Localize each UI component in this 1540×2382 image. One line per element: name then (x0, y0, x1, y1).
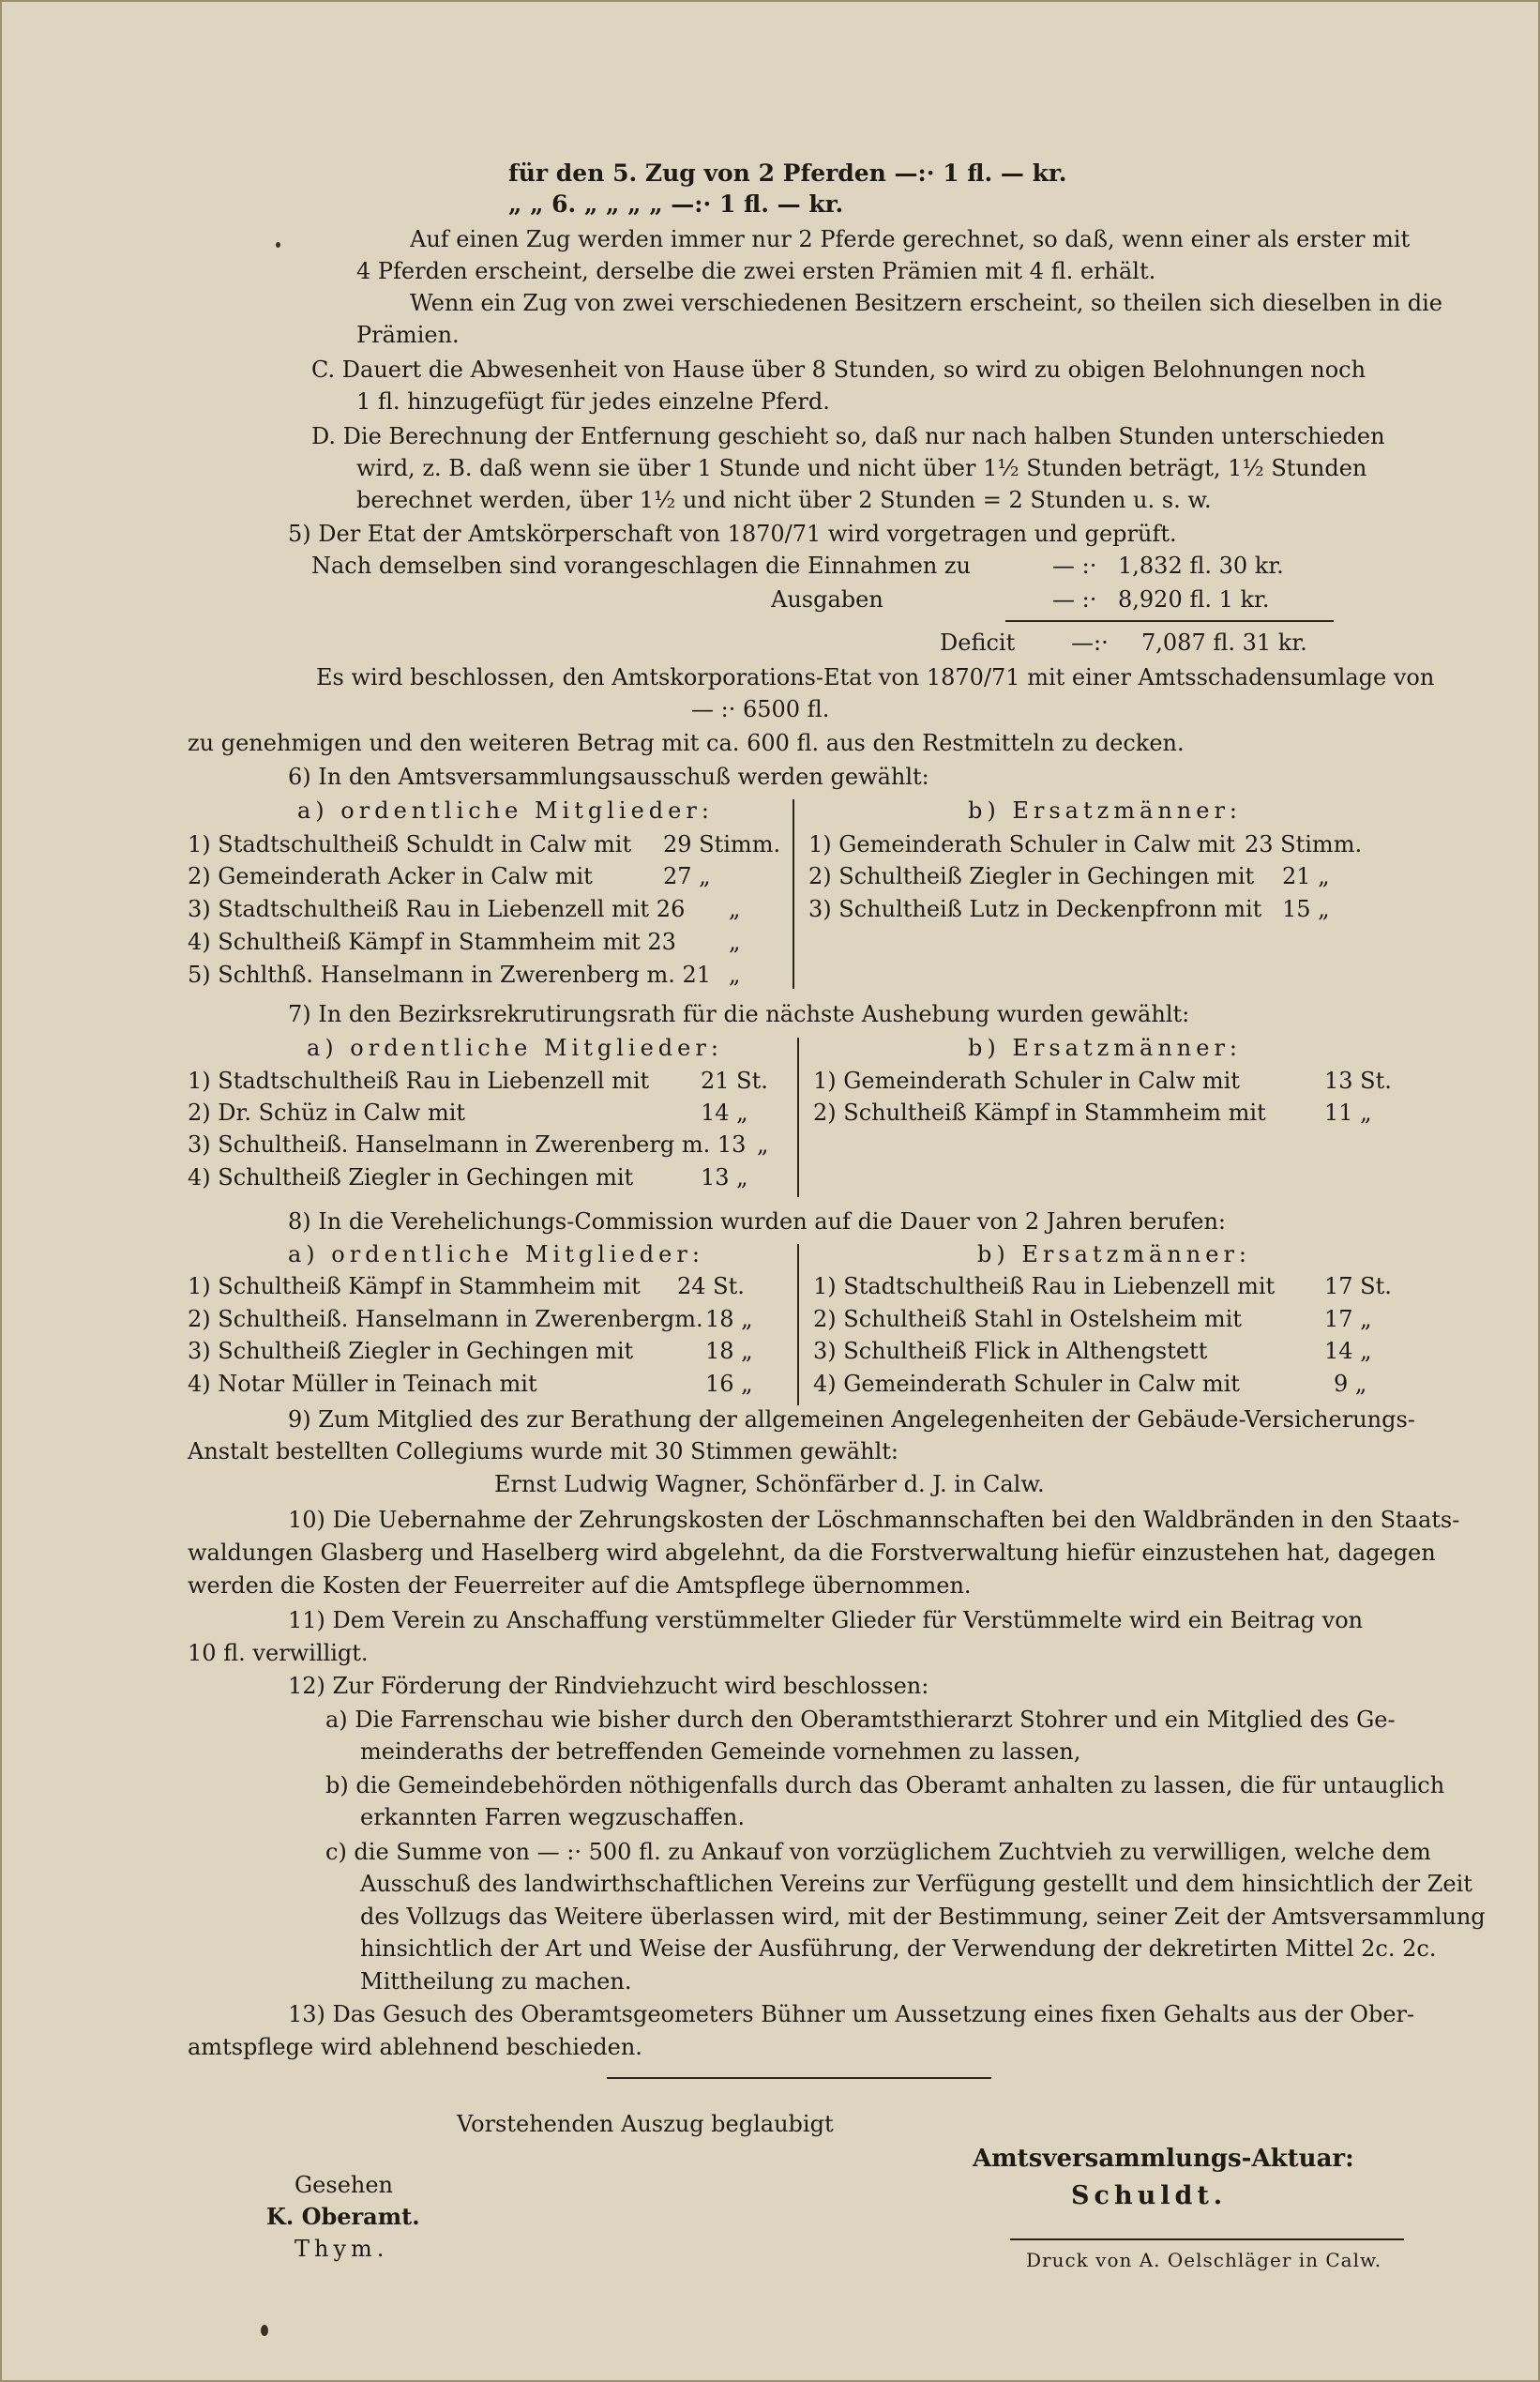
item5-ausgaben-dash: — :· (1052, 586, 1097, 613)
item6-left-row-1-name: 1) Stadtschultheiß Schuldt in Calw mit (188, 831, 632, 857)
point-c-line-1: C. Dauert die Abwesenheit von Hause über 8 Stunden, so wird zu obigen Belohnungen noch (311, 357, 1366, 383)
item5-heading: 5) Der Etat der Amtskörperschaft von 1870/71 wird vorgetragen und geprüft. (288, 521, 1177, 547)
item8-right-row-2-name: 2) Schultheiß Stahl in Ostelsheim mit (813, 1306, 1242, 1332)
item5-sum-rule (1005, 620, 1334, 622)
item8-right-title: b) Ersatzmänner: (977, 1241, 1252, 1267)
item8-left-row-3-votes: 18 „ (705, 1338, 753, 1364)
oberamt-text: K. Oberamt. (266, 2203, 420, 2230)
item8-left-row-4-votes: 16 „ (705, 1371, 753, 1397)
item7-left-row-3-name: 3) Schultheiß. Hanselmann in Zwerenberg m. 13 (188, 1131, 747, 1158)
item6-left-row-3-votes: „ (729, 896, 741, 922)
item12-c-line-5: Mittheilung zu machen. (360, 1968, 632, 1995)
item8-right-row-3-votes: 14 „ (1324, 1338, 1372, 1364)
zug-note-line-4: Prämien. (356, 322, 460, 348)
item5-deficit-label: Deficit (940, 630, 1016, 656)
item7-left-row-3-votes: „ (757, 1131, 769, 1158)
item6-left-title: a) ordentliche Mitglieder: (297, 797, 714, 824)
item6-left-row-5-votes: „ (729, 962, 741, 988)
item5-deficit-value: 7,087 fl. 31 kr. (1141, 630, 1307, 656)
ink-dot-top (276, 242, 280, 248)
item7-right-row-1-votes: 13 St. (1324, 1068, 1392, 1094)
item8-left-row-2-votes: 18 „ (705, 1306, 753, 1332)
item7-left-row-1-name: 1) Stadtschultheiß Rau in Liebenzell mit (188, 1068, 650, 1094)
item7-left-title: a) ordentliche Mitglieder: (307, 1035, 723, 1061)
printer-imprint: Druck von A. Oelschläger in Calw. (1026, 2249, 1382, 2271)
point-d-line-2: wird, z. B. daß wenn sie über 1 Stunde und nicht über 1½ Stunden beträgt, 1½ Stunden (356, 455, 1367, 481)
schuldt-signature: Schuldt. (1071, 2181, 1228, 2210)
item7-left-row-1-votes: 21 St. (701, 1068, 768, 1094)
item6-left-row-3-name: 3) Stadtschultheiß Rau in Liebenzell mit 26 (188, 896, 686, 922)
item8-right-row-4-votes: 9 „ (1334, 1371, 1367, 1397)
item7-left-row-4-name: 4) Schultheiß Ziegler in Gechingen mit (188, 1164, 634, 1191)
item5-beschluss-line-3: zu genehmigen und den weiteren Betrag mit ca. 600 fl. aus den Restmitteln zu decken. (188, 730, 1185, 756)
item10-line-1: 10) Die Uebernahme der Zehrungskosten der Löschmannschaften bei den Waldbränden in den Staats- (288, 1507, 1460, 1533)
item11-line-1: 11) Dem Verein zu Anschaffung verstümmelter Glieder für Verstümmelte wird ein Beitrag von (288, 1607, 1364, 1633)
item6-right-title: b) Ersatzmänner: (968, 797, 1243, 824)
zug-note-line-3: Wenn ein Zug von zwei verschiedenen Besitzern erscheint, so theilen sich dieselben in die (410, 290, 1442, 316)
item6-right-row-2-votes: 21 „ (1282, 863, 1330, 889)
item6-left-row-2-votes: 27 „ (663, 863, 711, 889)
item5-einnahmen-value: 1,832 fl. 30 kr. (1118, 553, 1284, 579)
item10-line-3: werden die Kosten der Feuerreiter auf die Amtspflege übernommen. (188, 1572, 972, 1599)
item6-left-row-4-name: 4) Schultheiß Kämpf in Stammheim mit 23 (188, 929, 676, 955)
ink-dot-bottom (261, 2325, 268, 2336)
item8-heading: 8) In die Verehelichungs-Commission wurden auf die Dauer von 2 Jahren berufen: (288, 1208, 1227, 1235)
item12-a-line-2: meinderaths der betreffenden Gemeinde vornehmen zu lassen, (360, 1738, 1081, 1765)
item5-einnahmen-dash: — :· (1052, 553, 1097, 579)
item6-left-row-1-votes: 29 Stimm. (663, 831, 781, 857)
item8-right-row-3-name: 3) Schultheiß Flick in Althengstett (813, 1338, 1208, 1364)
zug-note-line-2: 4 Pferden erscheint, derselbe die zwei ersten Prämien mit 4 fl. erhält. (356, 258, 1156, 284)
item6-right-row-1-votes: 23 Stimm. (1245, 831, 1363, 857)
item8-right-row-4-name: 4) Gemeinderath Schuler in Calw mit (813, 1371, 1240, 1397)
item12-b-line-2: erkannten Farren wegzuschaffen. (360, 1804, 746, 1830)
item8-right-row-1-name: 1) Stadtschultheiß Rau in Liebenzell mit (813, 1273, 1276, 1299)
item8-left-row-3-name: 3) Schultheiß Ziegler in Gechingen mit (188, 1338, 634, 1364)
item5-beschluss-line-2: — :· 6500 fl. (691, 696, 830, 722)
item8-left-row-4-name: 4) Notar Müller in Teinach mit (188, 1371, 537, 1397)
item7-left-row-4-votes: 13 „ (701, 1164, 748, 1191)
item10-line-2: waldungen Glasberg und Haselberg wird abgelehnt, da die Forstverwaltung hiefür einzustehen hat, dagegen (188, 1540, 1436, 1566)
thym-signature: Thym. (294, 2236, 389, 2262)
item5-einnahmen-label: Nach demselben sind vorangeschlagen die Einnahmen zu (311, 553, 972, 579)
item7-heading: 7) In den Bezirksrekrutirungsrath für die nächste Aushebung wurden gewählt: (288, 1001, 1190, 1027)
item7-left-row-2-votes: 14 „ (701, 1100, 748, 1126)
item12-b-line-1: b) die Gemeindebehörden nöthigenfalls durch das Oberamt anhalten zu lassen, die für untauglich (325, 1772, 1445, 1798)
item8-left-row-1-name: 1) Schultheiß Kämpf in Stammheim mit (188, 1273, 641, 1299)
item8-left-row-2-name: 2) Schultheiß. Hanselmann in Zwerenbergm. (188, 1306, 703, 1332)
intro-line-1: für den 5. Zug von 2 Pferden —:· 1 fl. — kr. (508, 159, 1067, 187)
item8-right-row-1-votes: 17 St. (1324, 1273, 1392, 1299)
item6-right-row-3-votes: 15 „ (1282, 896, 1330, 922)
item12-c-line-1: c) die Summe von — :· 500 fl. zu Ankauf von vorzüglichem Zuchtvieh zu verwilligen, welche dem (325, 1839, 1431, 1865)
item7-right-row-2-name: 2) Schultheiß Kämpf in Stammheim mit (813, 1100, 1266, 1126)
point-d-line-3: berechnet werden, über 1½ und nicht über 2 Stunden = 2 Stunden u. s. w. (356, 487, 1212, 513)
intro-line-2: „ „ 6. „ „ „ „ —:· 1 fl. — kr. (508, 190, 844, 218)
item8-column-divider (797, 1244, 799, 1405)
item8-left-row-1-votes: 24 St. (677, 1273, 745, 1299)
item12-c-line-2: Ausschuß des landwirthschaftlichen Vereins zur Verfügung gestellt und dem hinsichtlich der Zeit (360, 1871, 1472, 1897)
item6-right-row-3-name: 3) Schultheiß Lutz in Deckenpfronn mit (808, 896, 1262, 922)
printer-rule (1010, 2238, 1404, 2240)
aktuar-text: Amtsversammlungs-Aktuar: (973, 2145, 1354, 2173)
item8-right-row-2-votes: 17 „ (1324, 1306, 1372, 1332)
item5-deficit-dash: —:· (1071, 630, 1109, 656)
item7-right-title: b) Ersatzmänner: (968, 1035, 1243, 1061)
point-c-line-2: 1 fl. hinzugefügt für jedes einzelne Pferd. (356, 388, 830, 415)
item7-right-row-1-name: 1) Gemeinderath Schuler in Calw mit (813, 1068, 1240, 1094)
beglaubigt-text: Vorstehenden Auszug beglaubigt (457, 2111, 834, 2137)
item9-line-1: 9) Zum Mitglied des zur Berathung der allgemeinen Angelegenheiten der Gebäude-Versicherungs- (288, 1406, 1415, 1433)
item5-ausgaben-label: Ausgaben (771, 586, 883, 613)
item12-c-line-4: hinsichtlich der Art und Weise der Ausführung, der Verwendung der dekretirten Mittel 2c. 2c. (360, 1935, 1437, 1962)
item6-column-divider (793, 799, 794, 989)
item13-line-1: 13) Das Gesuch des Oberamtsgeometers Bühner um Aussetzung eines fixen Gehalts aus der Ober- (288, 2001, 1415, 2027)
item12-c-line-3: des Vollzugs das Weitere überlassen wird, mit der Bestimmung, seiner Zeit der Amtsversammlung (360, 1904, 1486, 1930)
item9-line-2: Anstalt bestellten Collegiums wurde mit 30 Stimmen gewählt: (188, 1438, 898, 1464)
item5-ausgaben-value: 8,920 fl. 1 kr. (1118, 586, 1270, 613)
point-d-line-1: D. Die Berechnung der Entfernung geschieht so, daß nur nach halben Stunden unterschieden (311, 423, 1385, 449)
item6-left-row-4-votes: „ (729, 929, 741, 955)
item7-left-row-2-name: 2) Dr. Schüz in Calw mit (188, 1100, 466, 1126)
gesehen-text: Gesehen (294, 2172, 394, 2198)
item6-right-row-1-name: 1) Gemeinderath Schuler in Calw mit (808, 831, 1235, 857)
item6-left-row-5-name: 5) Schlthß. Hanselmann in Zwerenberg m. 21 (188, 962, 712, 988)
zug-note-line-1: Auf einen Zug werden immer nur 2 Pferde gerechnet, so daß, wenn einer als erster mit (410, 226, 1411, 252)
closing-rule (607, 2077, 991, 2079)
item7-column-divider (797, 1038, 799, 1197)
item5-beschluss-line-1: Es wird beschlossen, den Amtskorporations-Etat von 1870/71 mit einer Amtsschadensumlage von (316, 664, 1435, 690)
item12-heading: 12) Zur Förderung der Rindviehzucht wird beschlossen: (288, 1673, 929, 1699)
item12-a-line-1: a) Die Farrenschau wie bisher durch den Oberamtsthierarzt Stohrer und ein Mitglied des Ge- (325, 1707, 1396, 1733)
item11-line-2: 10 fl. verwilligt. (188, 1640, 369, 1666)
item8-left-title: a) ordentliche Mitglieder: (288, 1241, 704, 1267)
item9-line-3: Ernst Ludwig Wagner, Schönfärber d. J. in Calw. (494, 1471, 1045, 1497)
item6-right-row-2-name: 2) Schultheiß Ziegler in Gechingen mit (808, 863, 1255, 889)
item13-line-2: amtspflege wird ablehnend beschieden. (188, 2034, 642, 2060)
item6-left-row-2-name: 2) Gemeinderath Acker in Calw mit (188, 863, 593, 889)
item6-heading: 6) In den Amtsversammlungsausschuß werden gewählt: (288, 764, 929, 790)
item7-right-row-2-votes: 11 „ (1324, 1100, 1372, 1126)
